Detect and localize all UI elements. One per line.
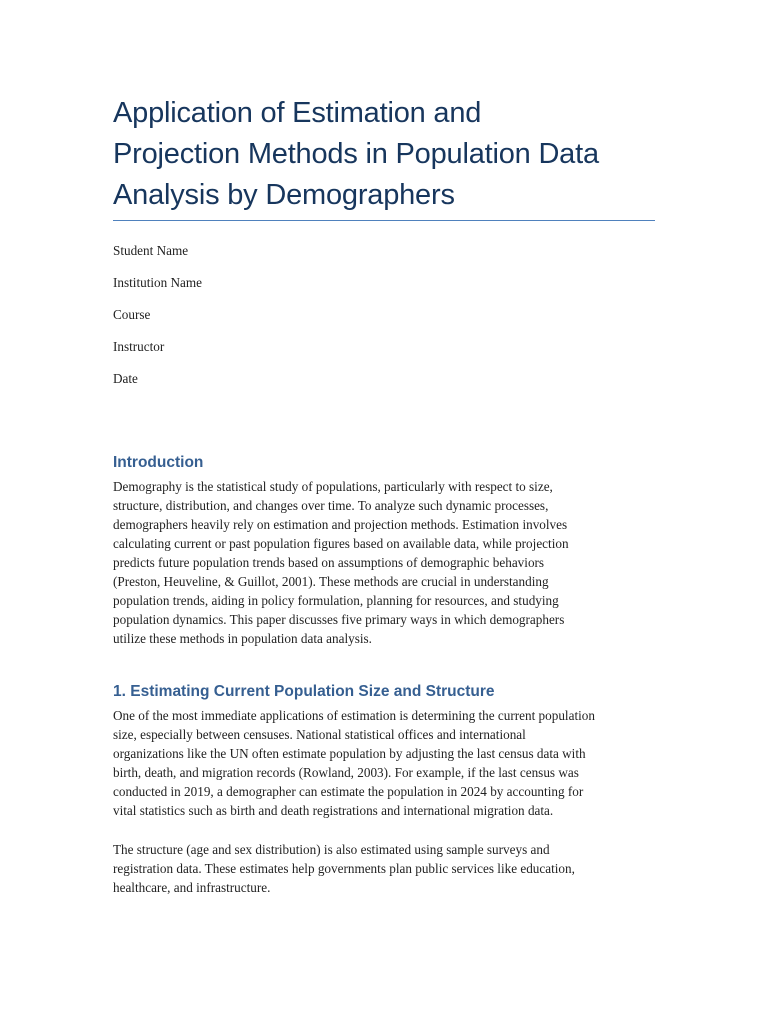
- paragraph-line: birth, death, and migration records (Rowland, 2003). For example, if the last census was: [113, 765, 579, 780]
- paragraph-line: organizations like the UN often estimate population by adjusting the last census data with: [113, 746, 586, 761]
- paragraph-line: size, especially between censuses. National statistical offices and international: [113, 727, 526, 742]
- section-1-paragraph-1: [113, 706, 658, 820]
- student-name: Student Name: [113, 243, 189, 258]
- document-title: [113, 93, 673, 216]
- title-underline-divider: [113, 220, 655, 221]
- paragraph-line: conducted in 2019, a demographer can estimate the population in 2024 by accounting for: [113, 784, 584, 799]
- paragraph-line: population dynamics. This paper discusses five primary ways in which demographers: [113, 612, 565, 627]
- paragraph-line: vital statistics such as birth and death registrations and international migration data.: [113, 803, 554, 818]
- instructor-name: Instructor: [113, 339, 165, 354]
- paragraph-line: Demography is the statistical study of populations, particularly with respect to size,: [113, 479, 553, 494]
- section-1-paragraph-2: [113, 840, 658, 897]
- paragraph-line: The structure (age and sex distribution) is also estimated using sample surveys and: [113, 842, 550, 857]
- institution-name: Institution Name: [113, 275, 203, 290]
- paragraph-line: utilize these methods in population data analysis.: [113, 631, 372, 646]
- course-name: Course: [113, 307, 151, 322]
- paragraph-line: population trends, aiding in policy formulation, planning for resources, and studying: [113, 593, 559, 608]
- paragraph-line: predicts future population trends based on assumptions of demographic behaviors: [113, 555, 545, 570]
- section-heading-introduction: Introduction: [113, 454, 204, 471]
- paragraph-line: registration data. These estimates help governments plan public services like education,: [113, 861, 575, 876]
- title-line: Analysis by Demographers: [113, 179, 455, 211]
- paragraph-line: calculating current or past population figures based on available data, while projection: [113, 536, 569, 551]
- paragraph-line: structure, distribution, and changes over time. To analyze such dynamic processes,: [113, 498, 549, 513]
- title-line: Application of Estimation and: [113, 97, 482, 129]
- introduction-paragraph: [113, 477, 658, 648]
- paragraph-line: (Preston, Heuveline, & Guillot, 2001). These methods are crucial in understanding: [113, 574, 549, 589]
- paragraph-line: healthcare, and infrastructure.: [113, 880, 271, 895]
- paragraph-line: demographers heavily rely on estimation and projection methods. Estimation involves: [113, 517, 568, 532]
- submission-date: Date: [113, 371, 138, 386]
- section-heading-estimating-current-population: 1. Estimating Current Population Size and Structure: [113, 683, 495, 700]
- paragraph-line: One of the most immediate applications of estimation is determining the current population: [113, 708, 595, 723]
- title-line: Projection Methods in Population Data: [113, 138, 599, 170]
